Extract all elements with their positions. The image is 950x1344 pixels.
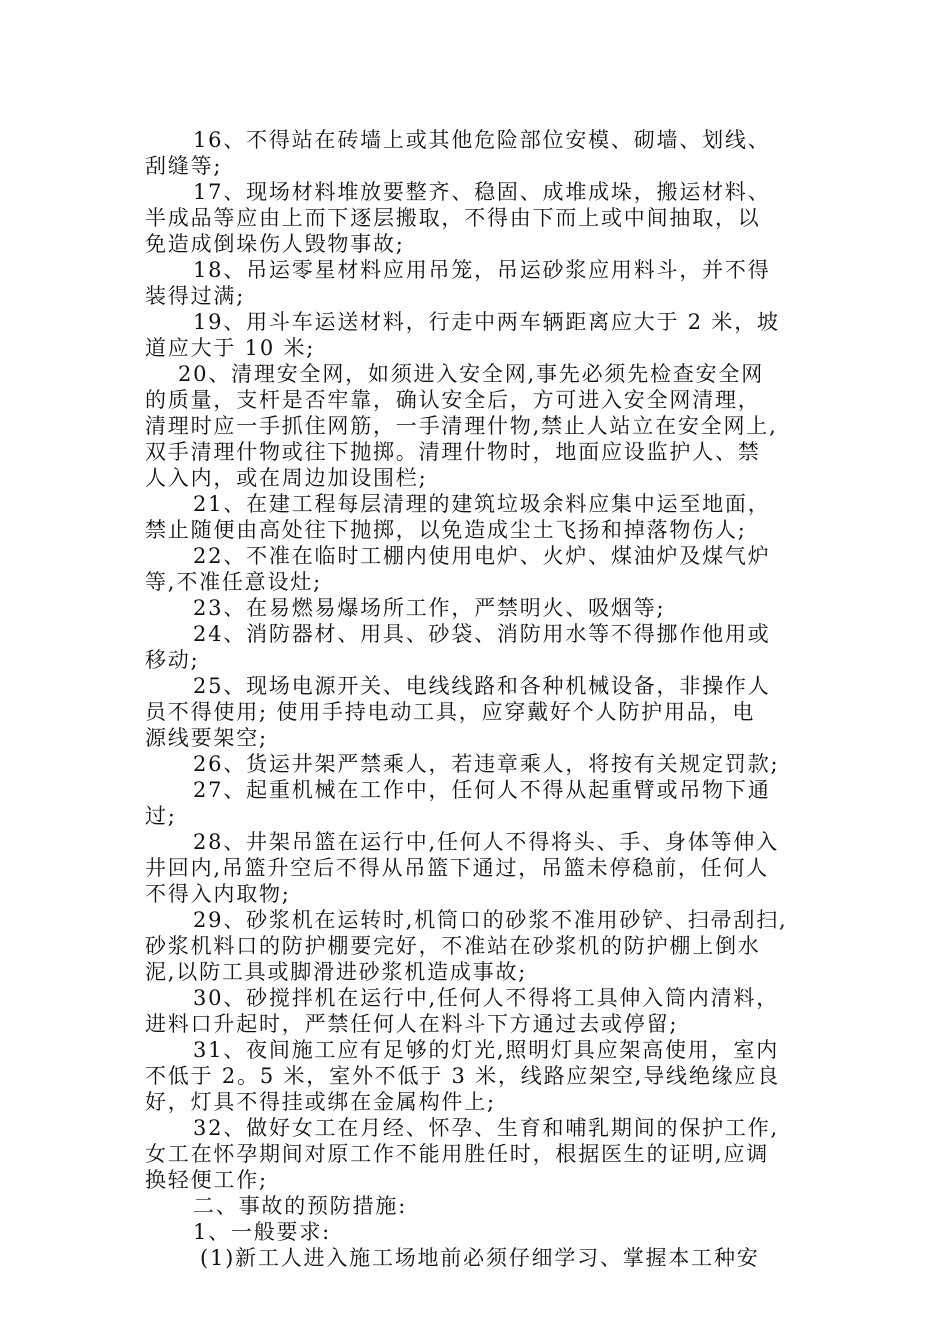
section-heading: 二、事故的预防措施:: [193, 1194, 408, 1218]
text-line-34: 30、砂搅拌机在运行中,任何人不得将工具伸入筒内清料，: [193, 986, 779, 1010]
text-line-40: 女工在怀孕期间对原工作不能用胜任时，根据医生的证明,应调: [145, 1142, 770, 1166]
text-line-28: 28、井架吊篮在运行中,任何人不得将头、手、身体等伸入: [193, 830, 779, 854]
text-line-24: 源线要架空;: [145, 726, 268, 750]
text-line-1: 16、不得站在砖墙上或其他危险部位安模、砌墙、划线、: [193, 128, 771, 152]
text-line-5: 免造成倒垛伤人毁物事故;: [145, 232, 405, 256]
text-line-19: 23、在易燃易爆场所工作，严禁明火、吸烟等;: [193, 596, 666, 620]
text-line-11: 的质量，支杆是否牢靠，确认安全后，方可进入安全网清理，: [145, 388, 761, 412]
text-line-16: 禁止随便由高处往下抛掷，以免造成尘土飞扬和掉落物伤人;: [145, 518, 747, 542]
text-line-20: 24、消防器材、用具、砂袋、消防用水等不得挪作他用或: [193, 622, 771, 646]
text-line-13: 双手清理什物或往下抛掷。清理什物时，地面应设监护人、禁: [145, 440, 761, 464]
text-line-39: 32、做好女工在月经、怀孕、生育和哺乳期间的保护工作,: [193, 1116, 779, 1140]
text-line-18: 等,不准任意设灶;: [145, 570, 322, 594]
text-line-6: 18、吊运零星材料应用吊笼，吊运砂浆应用料斗，并不得: [193, 258, 771, 282]
text-line-31: 29、砂浆机在运转时,机筒口的砂浆不准用砂铲、扫帚刮扫,: [193, 908, 788, 932]
text-line-29: 井回内,吊篮升空后不得从吊篮下通过，吊篮未停稳前，任何人: [145, 856, 770, 880]
text-line-32: 砂浆机料口的防护棚要完好，不准站在砂浆机的防护棚上倒水: [145, 934, 761, 958]
text-line-21: 移动;: [145, 648, 200, 672]
text-line-12: 清理时应一手抓住网筋，一手清理什物,禁止人站立在安全网上,: [145, 414, 778, 438]
text-line-25: 26、货运井架严禁乘人，若违章乘人，将按有关规定罚款;: [193, 752, 780, 776]
subsection-heading: 1、一般要求:: [193, 1220, 332, 1244]
text-line-10: 20、清理安全网，如须进入安全网,事先必须先检查安全网: [178, 362, 764, 386]
text-line-26: 27、起重机械在工作中，任何人不得从起重臂或吊物下通: [193, 778, 771, 802]
text-line-17: 22、不准在临时工棚内使用电炉、火炉、煤油炉及煤气炉: [193, 544, 771, 568]
text-line-9: 道应大于 10 米;: [145, 336, 316, 360]
text-line-44: (1)新工人进入施工场地前必须仔细学习、掌握本工种安: [200, 1246, 760, 1270]
text-line-3: 17、现场材料堆放要整齐、稳固、成堆成垛，搬运材料、: [193, 180, 771, 204]
text-line-27: 过;: [145, 804, 177, 828]
text-line-36: 31、夜间施工应有足够的灯光,照明灯具应架高使用，室内: [193, 1038, 779, 1062]
text-line-4: 半成品等应由上而下逐层搬取，不得由下而上或中间抽取，以: [145, 206, 761, 230]
text-line-37: 不低于 2。5 米，室外不低于 3 米，线路应架空,导线绝缘应良: [145, 1064, 781, 1088]
text-line-8: 19、用斗车运送材料，行走中两车辆距离应大于 2 米，坡: [193, 310, 780, 334]
text-line-30: 不得入内取物;: [145, 882, 291, 906]
text-line-15: 21、在建工程每层清理的建筑垃圾余料应集中运至地面，: [193, 492, 771, 516]
text-line-23: 员不得使用; 使用手持电动工具，应穿戴好个人防护用品，电: [145, 700, 756, 724]
text-line-35: 进料口升起时，严禁任何人在料斗下方通过去或停留;: [145, 1012, 679, 1036]
text-line-38: 好，灯具不得挂或绑在金属构件上;: [145, 1090, 496, 1114]
text-line-33: 泥,以防工具或脚滑进砂浆机造成事故;: [145, 960, 528, 984]
text-line-41: 换轻便工作;: [145, 1168, 268, 1192]
text-line-22: 25、现场电源开关、电线线路和各种机械设备，非操作人: [193, 674, 771, 698]
text-line-2: 刮缝等;: [145, 154, 223, 178]
text-line-14: 人入内，或在周边加设围栏;: [145, 466, 428, 490]
text-line-7: 装得过满;: [145, 284, 246, 308]
